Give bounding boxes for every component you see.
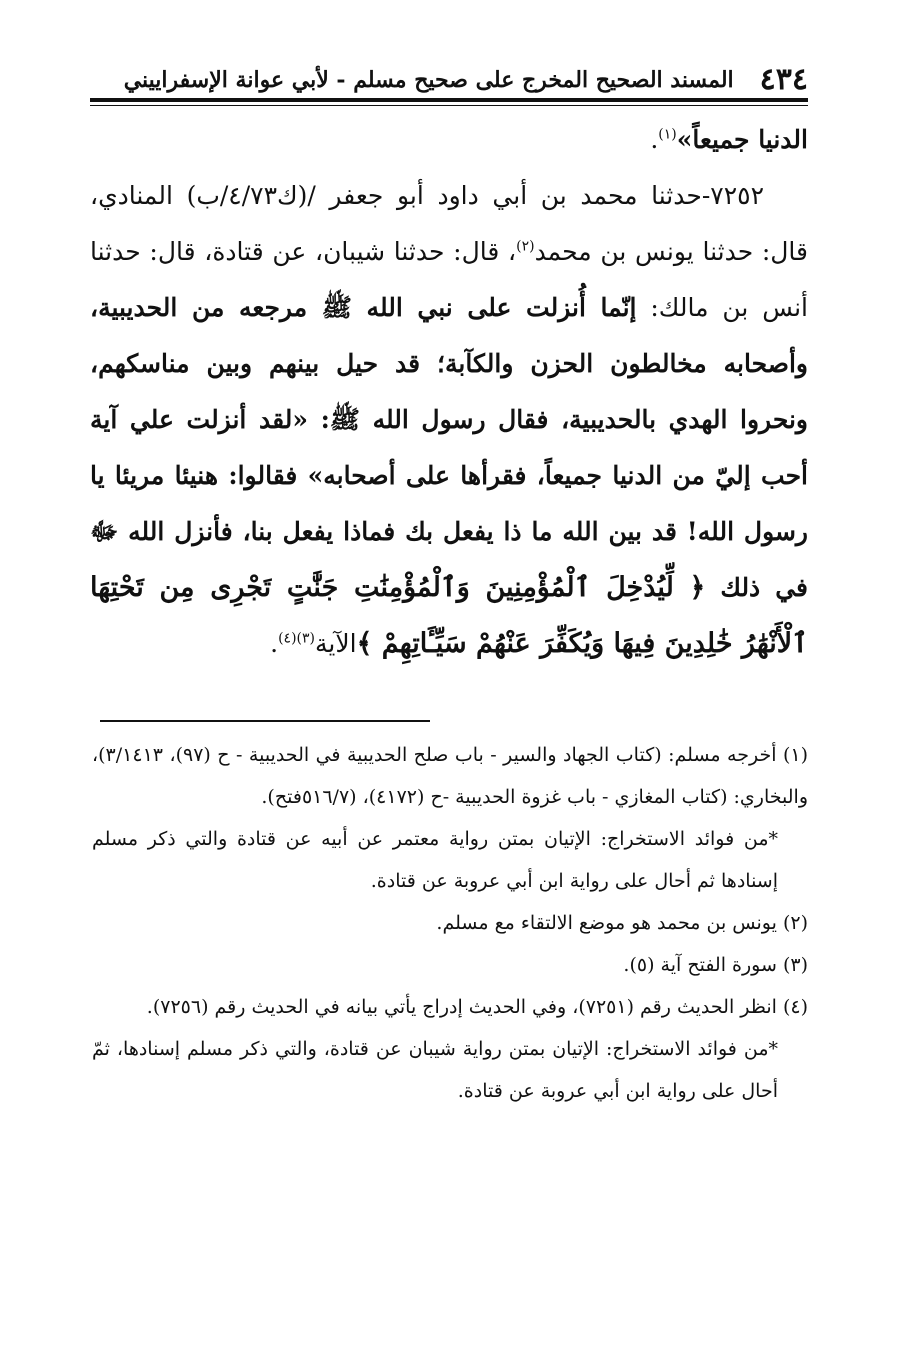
- running-title: المسند الصحيح المخرج على صحيح مسلم - لأبي عوانة الإسفراييني: [123, 67, 734, 93]
- footnote-ref-3-4: (٣)(٤): [278, 630, 315, 647]
- footnote-2: (٢) يونس بن محمد هو موضع الالتقاء مع مسلم.: [436, 912, 808, 934]
- carry-over-end: .: [650, 125, 659, 154]
- isnad-part-2: ، قال: حدثنا شيبان، عن قتادة، قال: حدثنا أنس بن مالك:: [90, 237, 808, 322]
- page-number: ٤٣٤: [759, 62, 808, 97]
- matn-part-2: فقالوا: هنيئا مريئا يا رسول الله! قد بين الله ما ذا يفعل بك فماذا يفعل بنا، فأنزل الله ﷻ في ذلك: [90, 461, 809, 602]
- carry-over-line: [90, 112, 808, 168]
- carry-over-text: الدنيا جميعاً»: [676, 125, 808, 154]
- main-text: [90, 112, 808, 672]
- header-rule-thin: [90, 105, 808, 106]
- matn-quote: «لقد أنزلت علي آية أحب إليّ من الدنيا جميعاً، فقرأها على أصحابه»: [90, 405, 808, 490]
- hadith-number: ٧٢٥٢-: [701, 181, 764, 210]
- footnotes: [92, 734, 808, 1112]
- verse-end: .: [270, 629, 279, 658]
- footnote-ref-2: (٢): [516, 238, 535, 255]
- verse-tail: الآية: [315, 629, 357, 658]
- footnote-4-note: *من فوائد الاستخراج: الإتيان بمتن رواية شيبان عن قتادة، والتي ذكر مسلم إسنادها، ثمّ أحال على رواية ابن أبي عروبة عن قتادة.: [92, 1038, 778, 1102]
- footnote-ref-1: (١): [658, 126, 677, 143]
- footnote-separator: [100, 720, 430, 722]
- footnote-1-note: *من فوائد الاستخراج: الإتيان بمتن رواية معتمر عن أبيه عن قتادة والتي ذكر مسلم إسنادها ثم أحال على رواية ابن أبي عروبة عن قتادة.: [92, 828, 778, 892]
- isnad-part-1: حدثنا محمد بن أبي داود أبو جعفر /(ك٤/٧٣/ب) المنادي، قال: حدثنا يونس بن محمد: [90, 181, 808, 266]
- footnote-4: (٤) انظر الحديث رقم (٧٢٥١)، وفي الحديث إدراج يأتي بيانه في الحديث رقم (٧٢٥٦).: [146, 996, 808, 1018]
- header-rule-thick: [90, 98, 808, 102]
- matn-part-1: إنّما أُنزلت على نبي الله ﷺ مرجعه من الحديبية، وأصحابه مخالطون الحزن والكآبة؛ قد حيل بينهم وبين مناسكهم، ونحروا الهدي بالحديبية، فقال رسول الله ﷺ:: [90, 293, 808, 434]
- hadith-paragraph: [90, 168, 808, 672]
- quran-verse: ﴿ لِّيُدْخِلَ ٱلْمُؤْمِنِينَ وَٱلْمُؤْمِنَٰتِ جَنَّٰتٍ تَجْرِى مِن تَحْتِهَا ٱلْأَنْهَٰرُ خَٰلِدِينَ فِيهَا وَيُكَفِّرَ عَنْهُمْ سَيِّـَٔاتِهِمْ ﴾: [90, 572, 808, 659]
- page-header: [90, 58, 808, 98]
- footnote-3: (٣) سورة الفتح آية (٥).: [623, 954, 808, 976]
- footnote-1: (١) أخرجه مسلم: (كتاب الجهاد والسير - باب صلح الحديبية في الحديبية - ح (٩٧)، ٣/١٤١٣)، والبخاري: (كتاب المغازي - باب غزوة الحديبية -ح (٤١٧٢)، (٥١٦/٧فتح).: [92, 744, 808, 808]
